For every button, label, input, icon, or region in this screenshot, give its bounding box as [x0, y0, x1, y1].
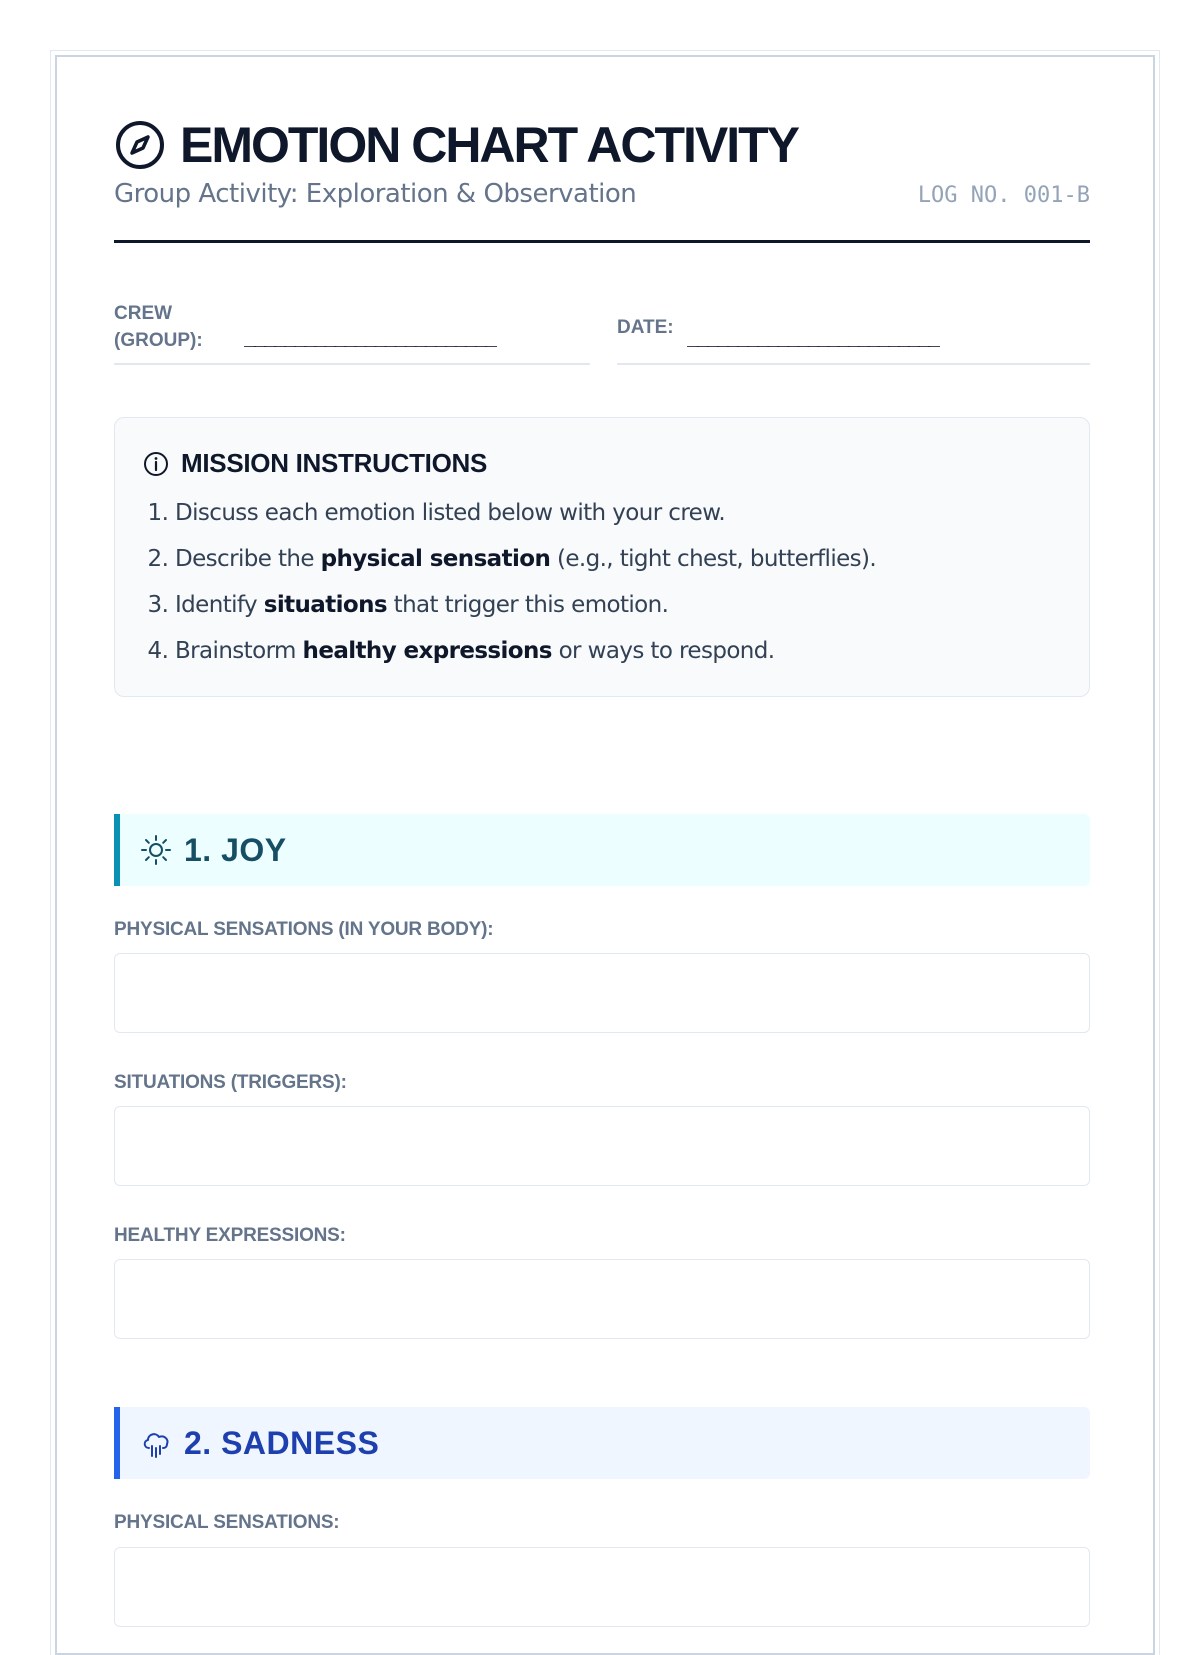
date-field[interactable]: [617, 295, 1090, 365]
emotion-header-sadness: [114, 1407, 1090, 1479]
crew-input-line[interactable]: _________________________: [244, 323, 496, 347]
field-label-healthy-expressions: HEALTHY EXPRESSIONS:: [114, 1225, 346, 1246]
sun-icon: [140, 834, 172, 866]
step-emphasis: situations: [263, 592, 387, 618]
info-icon: [143, 451, 169, 477]
crew-label-line2: (GROUP):: [114, 330, 203, 351]
healthy-expressions-input[interactable]: [114, 1259, 1090, 1339]
instruction-step: [175, 638, 876, 684]
step-emphasis: healthy expressions: [302, 638, 552, 664]
emotion-title: 2. SADNESS: [184, 1424, 380, 1461]
mission-title: MISSION INSTRUCTIONS: [181, 448, 488, 478]
instruction-list: [125, 500, 876, 684]
instruction-step: [175, 500, 876, 546]
physical-sensations-input[interactable]: [114, 1547, 1090, 1627]
emotion-title: 1. JOY: [184, 831, 287, 868]
compass-icon: [114, 119, 166, 171]
emotion-header-joy: [114, 814, 1090, 886]
step-text: that trigger this emotion.: [386, 592, 669, 618]
step-text: or ways to respond.: [551, 638, 775, 664]
step-text: Discuss each emotion listed below with your crew.: [175, 500, 726, 526]
rain-cloud-icon: [140, 1427, 172, 1459]
worksheet-page: [55, 55, 1155, 1655]
step-emphasis: physical sensation: [320, 546, 551, 572]
step-text: Describe the: [175, 546, 321, 572]
field-label-physical-sensations: PHYSICAL SENSATIONS (IN YOUR BODY):: [114, 919, 494, 940]
crew-field[interactable]: [114, 295, 590, 365]
title-row: [114, 115, 798, 175]
page-title: EMOTION CHART ACTIVITY: [180, 117, 799, 173]
log-number: LOG NO. 001-B: [917, 183, 1090, 208]
mission-header: [143, 448, 487, 479]
instruction-step: [175, 546, 876, 592]
situations-input[interactable]: [114, 1106, 1090, 1186]
instruction-step: [175, 592, 876, 638]
physical-sensations-input[interactable]: [114, 953, 1090, 1033]
step-text: Brainstorm: [175, 638, 303, 664]
step-text: (e.g., tight chest, butterflies).: [550, 546, 877, 572]
date-label: DATE:: [617, 317, 674, 338]
mission-instructions-box: [114, 417, 1090, 697]
header-divider: [114, 240, 1090, 243]
field-label-situations: SITUATIONS (TRIGGERS):: [114, 1072, 347, 1093]
field-label-physical-sensations: PHYSICAL SENSATIONS:: [114, 1512, 340, 1533]
page-subtitle: Group Activity: Exploration & Observation: [114, 179, 637, 209]
step-text: Identify: [175, 592, 264, 618]
crew-label-line1: CREW: [114, 303, 173, 324]
date-input-line[interactable]: _________________________: [687, 323, 939, 347]
